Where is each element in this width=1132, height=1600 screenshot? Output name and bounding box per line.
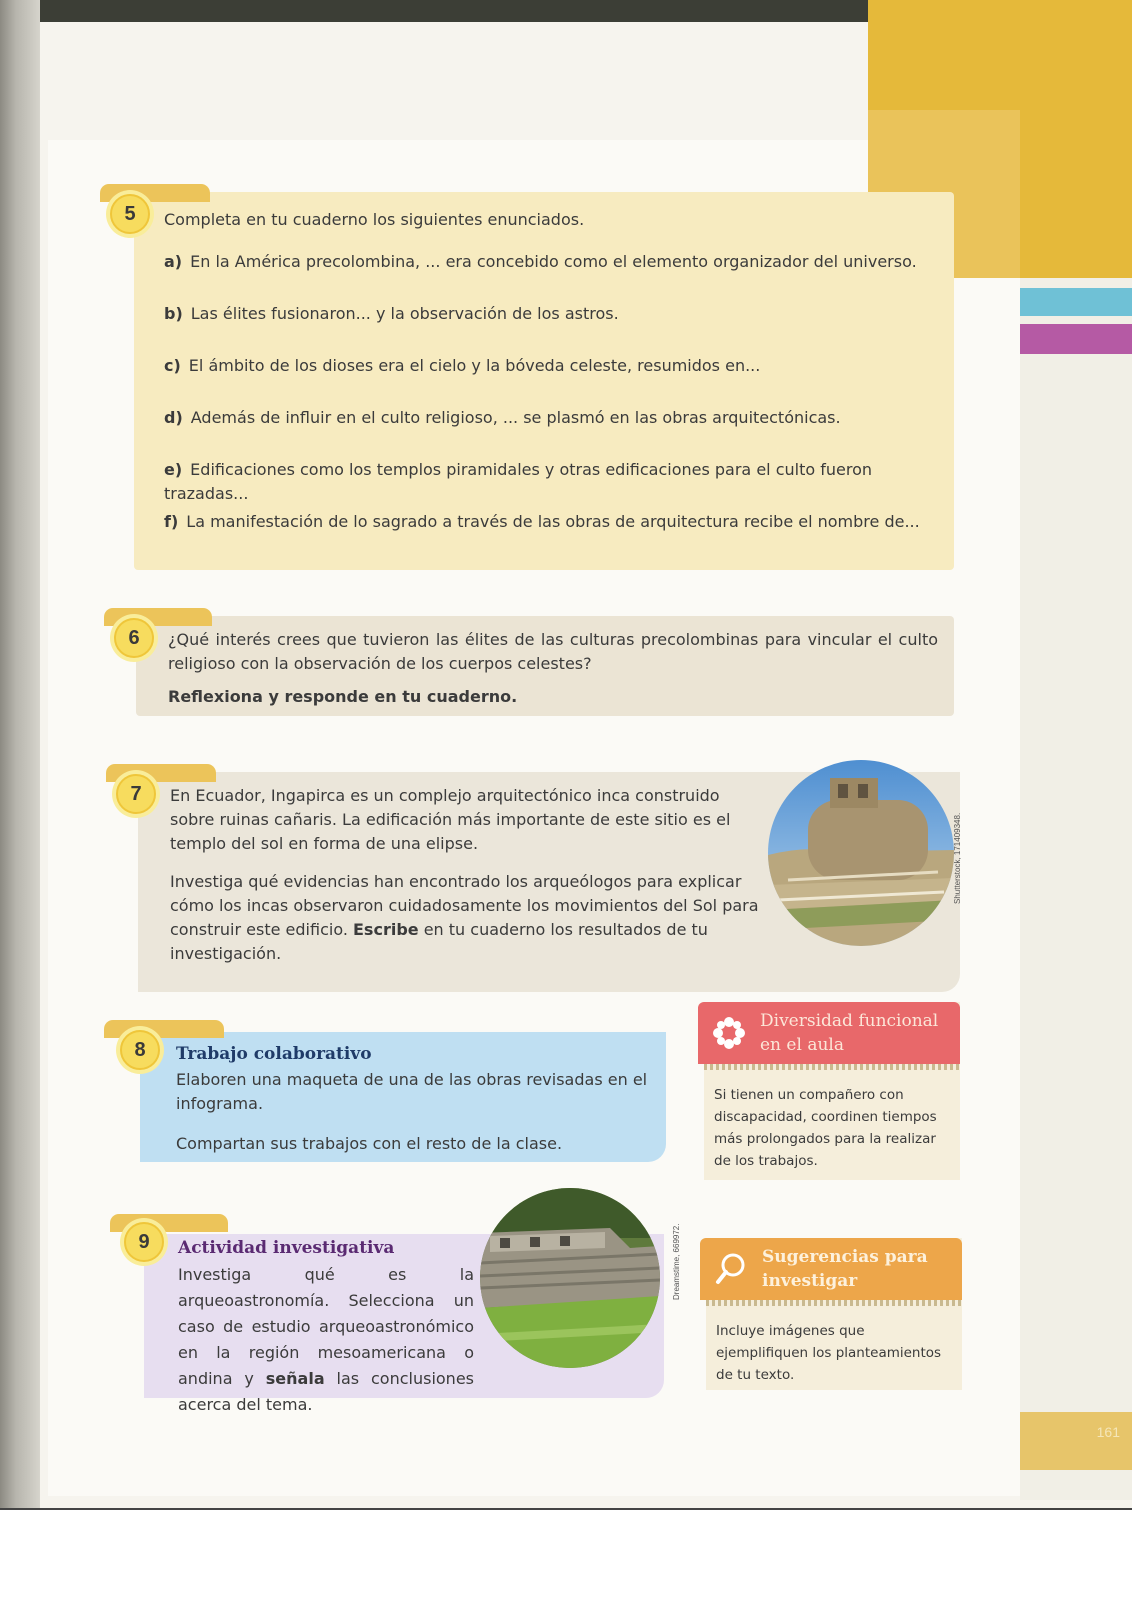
activity-6-instruction: Reflexiona y responde en tu cuaderno. (168, 687, 518, 706)
activity-9-number: 9 (124, 1222, 164, 1262)
footer-tab (1020, 1412, 1132, 1470)
tip-diversidad-title: Diversidad funcional en el aula (760, 1011, 939, 1055)
tip-divider (706, 1300, 962, 1306)
list-item: f) La manifestación de lo sagrado a través de las obras de arquitectura recibe el nombre de... (164, 512, 920, 531)
page-number: 161 (1096, 1424, 1120, 1440)
activity-8-title: Trabajo colaborativo (176, 1044, 372, 1064)
activity-5-number: 5 (110, 194, 150, 234)
tip-sugerencias-title: Sugerencias para investigar (762, 1247, 928, 1291)
activity-8-task: Elaboren una maqueta de una de las obras revisadas en el infograma. (176, 1070, 648, 1113)
ruins-illustration (480, 1188, 660, 1368)
activity-5-intro: Completa en tu cuaderno los siguientes enunciados. (164, 210, 585, 229)
ingapirca-photo (768, 760, 954, 946)
magnifier-icon (700, 1238, 762, 1300)
activity-5-list (164, 250, 934, 562)
list-item: e) Edificaciones como los templos piramidales y otras edificaciones para el culto fueron trazadas... (164, 460, 872, 503)
chapter-tab-cyan (1020, 288, 1132, 316)
activity-9-title: Actividad investigativa (178, 1238, 395, 1258)
tip-sugerencias-header (700, 1238, 962, 1300)
chapter-tab-magenta (1020, 324, 1132, 354)
scan-edge-bottom (0, 1510, 1132, 1600)
photo-credit-9: Dreamstime, 669972. (672, 1223, 681, 1300)
ingapirca-illustration (768, 760, 954, 946)
activity-6-number: 6 (114, 618, 154, 658)
photo-credit-7: Shutterstock, 171409348. (953, 812, 962, 904)
book-spine (0, 0, 40, 1510)
right-margin (1020, 110, 1132, 1500)
activity-7-number: 7 (116, 774, 156, 814)
mesoamerican-ruins-photo (480, 1188, 660, 1368)
activity-8-number: 8 (120, 1030, 160, 1070)
list-item: b) Las élites fusionaron... y la observación de los astros. (164, 304, 619, 323)
tip-diversidad-text: Si tienen un compañero con discapacidad, coordinen tiempos más prolongados para la realizar de los trabajos. (714, 1087, 937, 1169)
activity-7-task: Investiga qué evidencias han encontrado los arqueólogos para explicar cómo los incas observaron cuidadosamente los movimientos del Sol para construir este edificio. Escribe en tu cuaderno los resultados de tu investigación. (170, 872, 759, 963)
activity-6-question: ¿Qué interés crees que tuvieron las élites de las culturas precolombinas para vincular el culto religioso con la observación de los cuerpos celestes? (168, 630, 938, 673)
flower-icon (698, 1002, 760, 1064)
activity-9-task: Investiga qué es la arqueoastronomía. Selecciona un caso de estudio arqueoastronómico en la región mesoamericana o andina y señala las conclusiones acerca del tema. (178, 1265, 474, 1414)
tip-sugerencias-text: Incluye imágenes que ejemplifiquen los planteamientos de tu texto. (716, 1323, 942, 1383)
list-item: c) El ámbito de los dioses era el cielo y la bóveda celeste, resumidos en... (164, 356, 761, 375)
tip-diversidad-header (698, 1002, 960, 1064)
activity-8-tab (104, 1020, 224, 1038)
list-item: a) En la América precolombina, ... era concebido como el elemento organizador del universo. (164, 252, 917, 271)
tip-divider (704, 1064, 960, 1070)
activity-7-context: En Ecuador, Ingapirca es un complejo arquitectónico inca construido sobre ruinas cañaris. La edificación más importante de este sitio es el templo del sol en forma de una elipse. (170, 786, 731, 853)
activity-8-share: Compartan sus trabajos con el resto de la clase. (176, 1134, 563, 1153)
list-item: d) Además de influir en el culto religioso, ... se plasmó en las obras arquitectónicas. (164, 408, 841, 427)
